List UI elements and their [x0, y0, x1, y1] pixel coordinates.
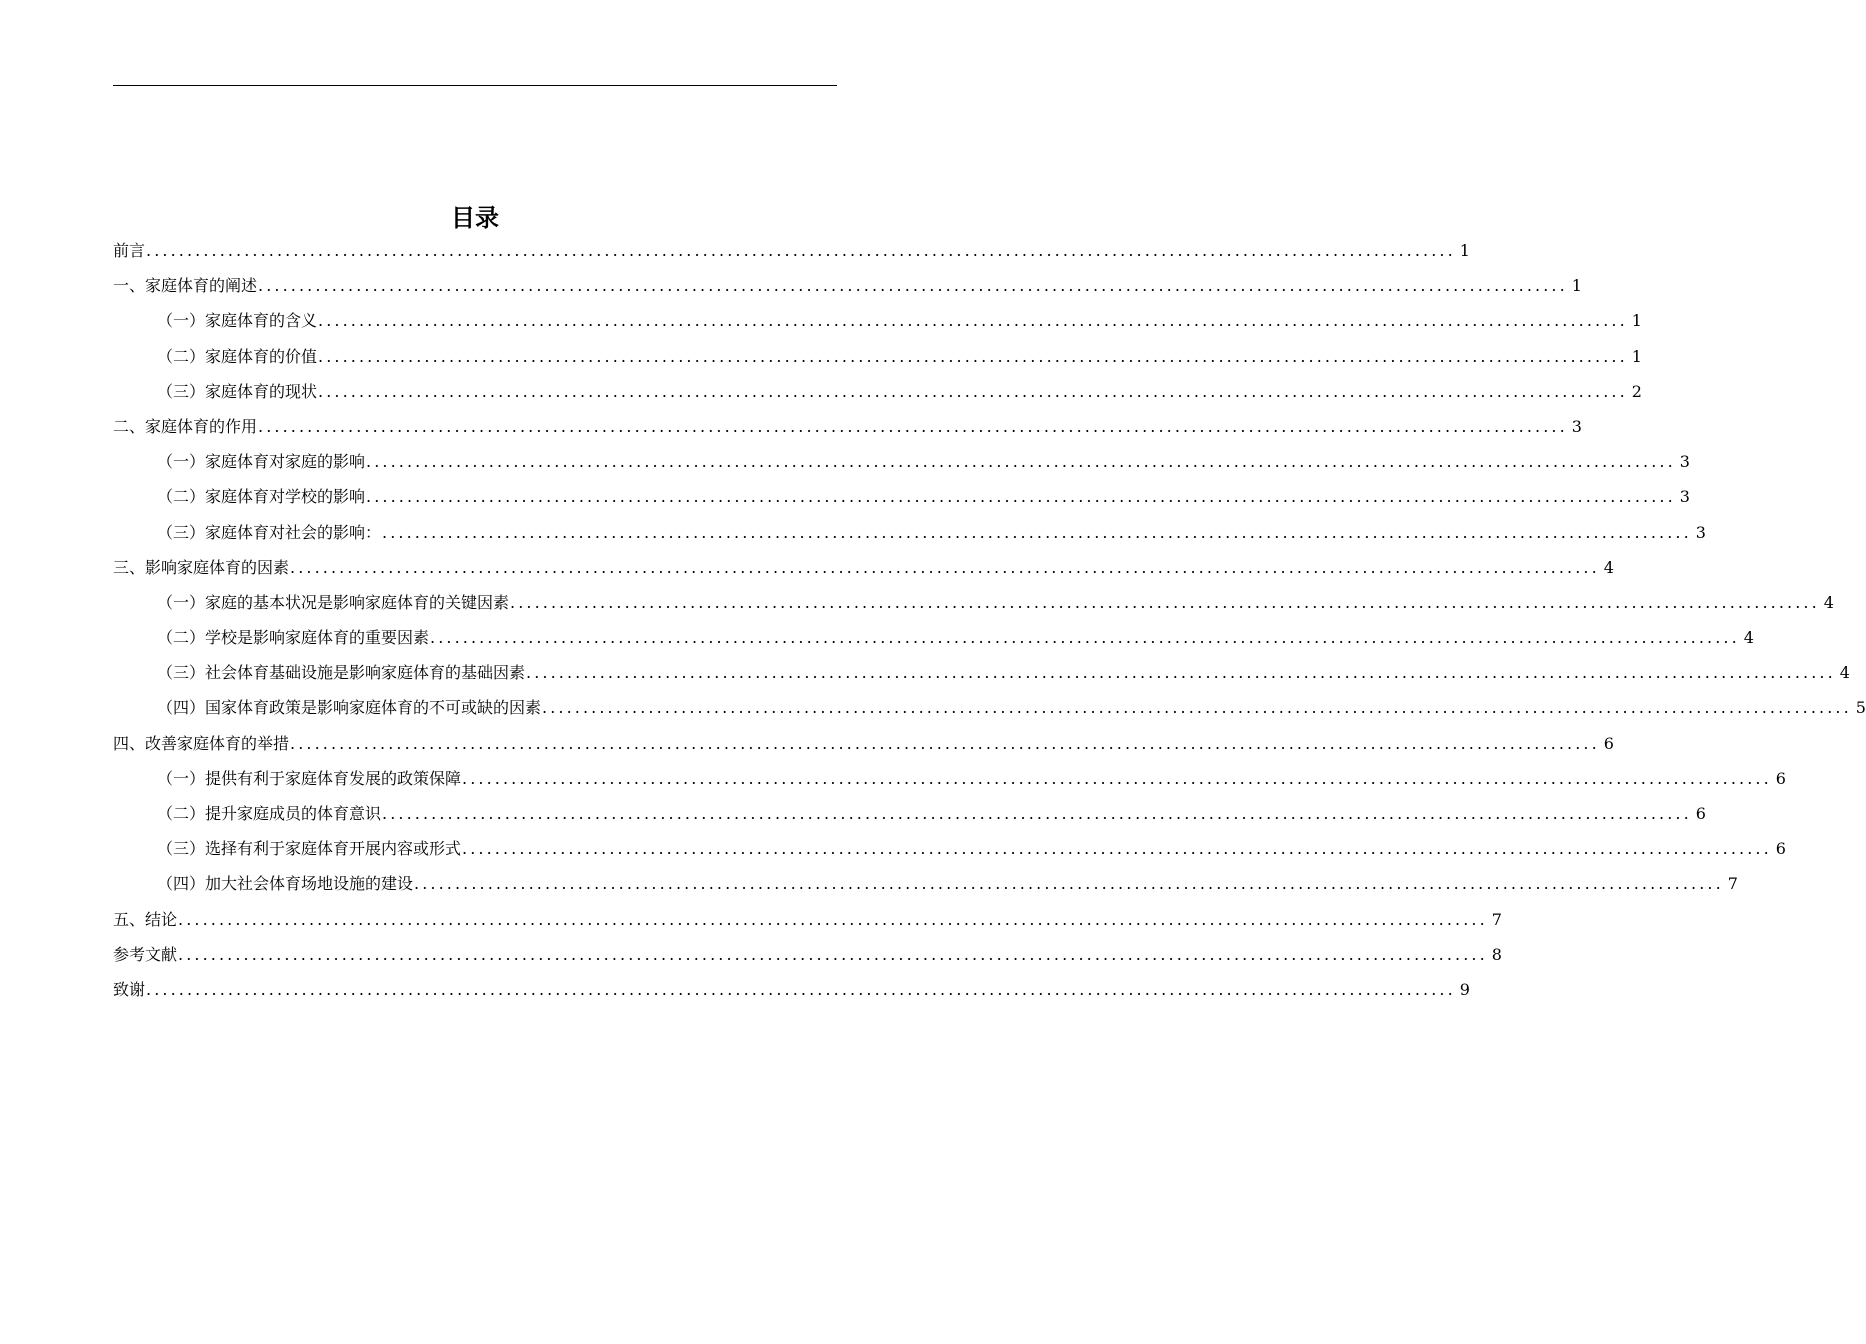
toc-dot-leader: ................................................................................................................................................................: [526, 663, 1836, 683]
toc-dot-leader: ................................................................................................................................................................: [382, 522, 1692, 542]
toc-entry-label: 三、影响家庭体育的因素: [113, 557, 290, 577]
toc-entry-label: 前言: [113, 241, 146, 260]
toc-entry[interactable]: [113, 374, 1642, 409]
toc-entry[interactable]: [113, 444, 1690, 479]
toc-entry[interactable]: [113, 655, 1850, 690]
toc-dot-leader: ................................................................................................................................................................: [146, 979, 1456, 999]
toc-entry-label: （四）加大社会体育场地设施的建设: [157, 874, 414, 894]
toc-page-number: 4: [1603, 557, 1614, 577]
toc-entry-label: （一）家庭的基本状况是影响家庭体育的关键因素: [157, 592, 510, 612]
toc-entry[interactable]: [113, 620, 1754, 655]
toc-dot-leader: ................................................................................................................................................................: [318, 381, 1628, 401]
toc-entry-label: （三）家庭体育的现状: [157, 381, 318, 401]
toc-entry[interactable]: [113, 550, 1614, 585]
toc-entry[interactable]: [113, 866, 1738, 901]
header-rule: [113, 85, 837, 86]
toc-entry[interactable]: [113, 515, 1706, 550]
toc-entry-label: （一）家庭体育的含义: [157, 311, 318, 331]
toc-dot-leader: ................................................................................................................................................................: [146, 241, 1456, 260]
toc-entry[interactable]: [113, 796, 1706, 831]
toc-dot-leader: ................................................................................................................................................................: [366, 487, 1676, 507]
toc-dot-leader: ................................................................................................................................................................: [178, 944, 1488, 964]
toc-entry-label: （二）家庭体育的价值: [157, 346, 318, 366]
toc-entry-label: （一）家庭体育对家庭的影响: [157, 452, 366, 472]
toc-entry-label: （二）家庭体育对学校的影响: [157, 487, 366, 507]
toc-entry-label: 参考文献: [113, 944, 178, 964]
toc-page-number: 7: [1727, 874, 1738, 894]
toc-entry-label: 一、家庭体育的阐述: [113, 276, 258, 296]
toc-entry[interactable]: [113, 339, 1642, 374]
toc-entry[interactable]: [113, 268, 1582, 303]
toc-entry-label: 致谢: [113, 979, 146, 999]
toc-entry-label: （三）选择有利于家庭体育开展内容或形式: [157, 839, 462, 859]
toc-page-number: 4: [1839, 663, 1850, 683]
toc-page-number: 1: [1631, 311, 1642, 331]
toc-dot-leader: ................................................................................................................................................................: [290, 557, 1600, 577]
toc-entry-label: 五、结论: [113, 909, 178, 929]
toc-page-number: 6: [1775, 839, 1786, 859]
toc-dot-leader: ................................................................................................................................................................: [290, 733, 1600, 753]
toc-entry[interactable]: [113, 761, 1786, 796]
toc-entry-label: （二）提升家庭成员的体育意识: [157, 804, 382, 823]
toc-dot-leader: ................................................................................................................................................................: [430, 628, 1740, 648]
toc-dot-leader: ................................................................................................................................................................: [366, 452, 1676, 472]
toc-page-number: 9: [1459, 979, 1470, 999]
toc-page-number: 5: [1855, 698, 1866, 718]
toc-dot-leader: ................................................................................................................................................................: [462, 839, 1772, 859]
toc-page-number: 7: [1491, 909, 1502, 929]
table-of-contents: [113, 233, 1866, 1007]
toc-entry-label: （一）提供有利于家庭体育发展的政策保障: [157, 768, 462, 788]
toc-dot-leader: ................................................................................................................................................................: [382, 804, 1692, 823]
toc-page-number: 3: [1695, 522, 1706, 542]
toc-entry[interactable]: [113, 585, 1834, 620]
toc-entry-label: 四、改善家庭体育的举措: [113, 733, 290, 753]
page-title: 目录: [451, 204, 499, 232]
toc-page-number: 6: [1775, 768, 1786, 788]
toc-entry-label: （二）学校是影响家庭体育的重要因素: [157, 628, 430, 648]
toc-entry-label: （三）家庭体育对社会的影响：: [157, 522, 382, 542]
toc-page-number: 6: [1695, 804, 1706, 823]
toc-page-number: 1: [1571, 276, 1582, 296]
toc-dot-leader: ................................................................................................................................................................: [318, 311, 1628, 331]
toc-entry[interactable]: [113, 937, 1502, 972]
toc-dot-leader: ................................................................................................................................................................: [318, 346, 1628, 366]
toc-entry[interactable]: [113, 972, 1470, 1007]
toc-entry[interactable]: [113, 690, 1866, 725]
toc-dot-leader: ................................................................................................................................................................: [510, 592, 1820, 612]
toc-entry-label: （四）国家体育政策是影响家庭体育的不可或缺的因素: [157, 698, 542, 718]
toc-dot-leader: ................................................................................................................................................................: [414, 874, 1724, 894]
toc-dot-leader: ................................................................................................................................................................: [178, 909, 1488, 929]
toc-entry-label: 二、家庭体育的作用: [113, 416, 258, 436]
toc-page-number: 1: [1631, 346, 1642, 366]
toc-entry[interactable]: [113, 726, 1614, 761]
toc-entry[interactable]: [113, 479, 1690, 514]
toc-entry[interactable]: [113, 902, 1502, 937]
toc-dot-leader: ................................................................................................................................................................: [542, 698, 1852, 718]
toc-entry[interactable]: [113, 409, 1582, 444]
toc-page-number: 6: [1603, 733, 1614, 753]
toc-dot-leader: ................................................................................................................................................................: [258, 276, 1568, 296]
toc-dot-leader: ................................................................................................................................................................: [258, 416, 1568, 436]
toc-page-number: 3: [1679, 487, 1690, 507]
toc-page-number: 4: [1743, 628, 1754, 648]
toc-entry-label: （三）社会体育基础设施是影响家庭体育的基础因素: [157, 663, 526, 683]
toc-entry[interactable]: [113, 233, 1470, 268]
toc-page-number: 3: [1679, 452, 1690, 472]
toc-page-number: 4: [1823, 592, 1834, 612]
toc-entry[interactable]: [113, 831, 1786, 866]
toc-dot-leader: ................................................................................................................................................................: [462, 768, 1772, 788]
toc-entry[interactable]: [113, 303, 1642, 338]
toc-page-number: 2: [1631, 381, 1642, 401]
toc-page-number: 3: [1571, 416, 1582, 436]
toc-page-number: 8: [1491, 944, 1502, 964]
toc-page-number: 1: [1459, 241, 1470, 260]
